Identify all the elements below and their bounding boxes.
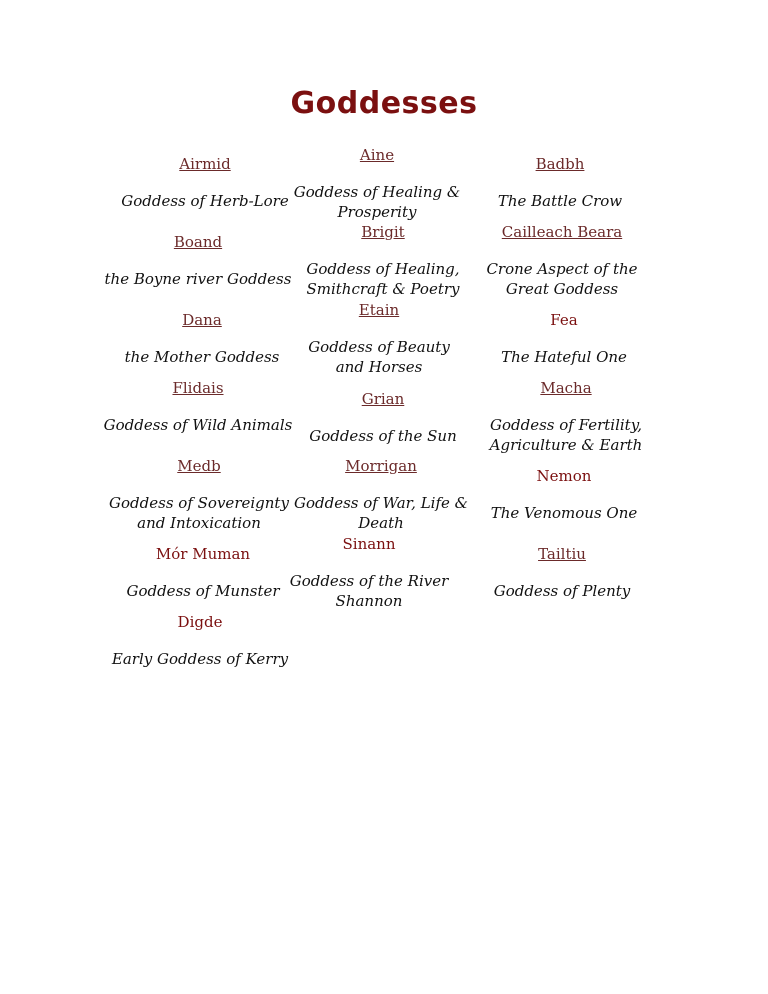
goddess-desc-nemon: The Venomous One [490,504,638,522]
goddess-entry-morrigan [281,456,481,533]
goddess-desc-aine: Goddess of Healing & Prosperity [293,183,461,221]
page-title: Goddesses [290,86,478,121]
goddess-desc-brigit: Goddess of Healing, Smithcraft & Poetry [306,260,460,298]
goddess-desc-fea: The Hateful One [501,348,627,366]
goddess-link-dana[interactable]: Dana [182,311,222,329]
goddess-link-morrigan[interactable]: Morrigan [345,457,417,475]
goddess-desc-digde: Early Goddess of Kerry [111,650,289,668]
goddess-link-grian[interactable]: Grian [361,390,405,408]
goddess-entry-macha [466,378,666,455]
goddess-entry-flidais [98,378,298,435]
goddess-desc-badbh: The Battle Crow [497,192,623,210]
goddess-link-airmid[interactable]: Airmid [179,155,231,173]
goddess-entry-dana [102,310,302,367]
goddess-entry-fea [464,310,664,367]
goddess-entry-digde [100,612,300,669]
goddess-entry-nemon [464,466,664,523]
goddess-desc-medb: Goddess of Sovereignty and Intoxication [109,494,289,532]
goddess-link-tailtiu[interactable]: Tailtiu [538,545,586,563]
goddess-entry-badbh [460,154,660,211]
goddess-desc-dana: the Mother Goddess [124,348,280,366]
goddess-link-brigit[interactable]: Brigit [361,223,405,241]
goddess-entry-airmid [105,154,305,211]
goddess-link-macha[interactable]: Macha [540,379,592,397]
goddess-entry-etain [279,300,479,377]
goddess-link-aine[interactable]: Aine [359,146,395,164]
goddess-entry-aine [277,145,477,222]
goddess-desc-grian: Goddess of the Sun [309,427,457,445]
goddess-link-cailleach-beara[interactable]: Cailleach Beara [501,223,623,241]
goddess-desc-cailleach-beara: Crone Aspect of the Great Goddess [486,260,638,298]
goddess-link-medb[interactable]: Medb [177,457,221,475]
goddess-entry-cailleach-beara [462,222,662,299]
goddess-entry-grian [283,389,483,446]
goddess-link-etain[interactable]: Etain [358,301,400,319]
goddess-desc-macha: Goddess of Fertility, Agriculture & Earth [489,416,643,454]
goddess-desc-airmid: Goddess of Herb-Lore [121,192,289,210]
goddess-name-fea: Fea [550,311,578,329]
goddess-link-badbh[interactable]: Badbh [535,155,585,173]
goddess-entry-boand [98,232,298,289]
goddess-entry-brigit [283,222,483,299]
goddess-desc-etain: Goddess of Beauty and Horses [308,338,450,376]
goddess-name-digde: Digde [177,613,223,631]
goddess-name-mor-muman: Mór Muman [155,545,251,563]
goddess-name-nemon: Nemon [536,467,592,485]
goddess-desc-morrigan: Goddess of War, Life & Death [293,494,469,532]
goddess-desc-tailtiu: Goddess of Plenty [493,582,631,600]
goddess-entry-medb [99,456,299,533]
goddess-entry-sinann [269,534,469,611]
goddess-link-flidais[interactable]: Flidais [172,379,224,397]
goddess-desc-sinann: Goddess of the River Shannon [289,572,449,610]
goddess-entry-tailtiu [462,544,662,601]
goddess-desc-mor-muman: Goddess of Munster [126,582,280,600]
goddess-link-boand[interactable]: Boand [173,233,223,251]
goddess-desc-boand: the Boyne river Goddess [104,270,292,288]
goddess-name-sinann: Sinann [342,535,396,553]
goddess-desc-flidais: Goddess of Wild Animals [103,416,293,434]
